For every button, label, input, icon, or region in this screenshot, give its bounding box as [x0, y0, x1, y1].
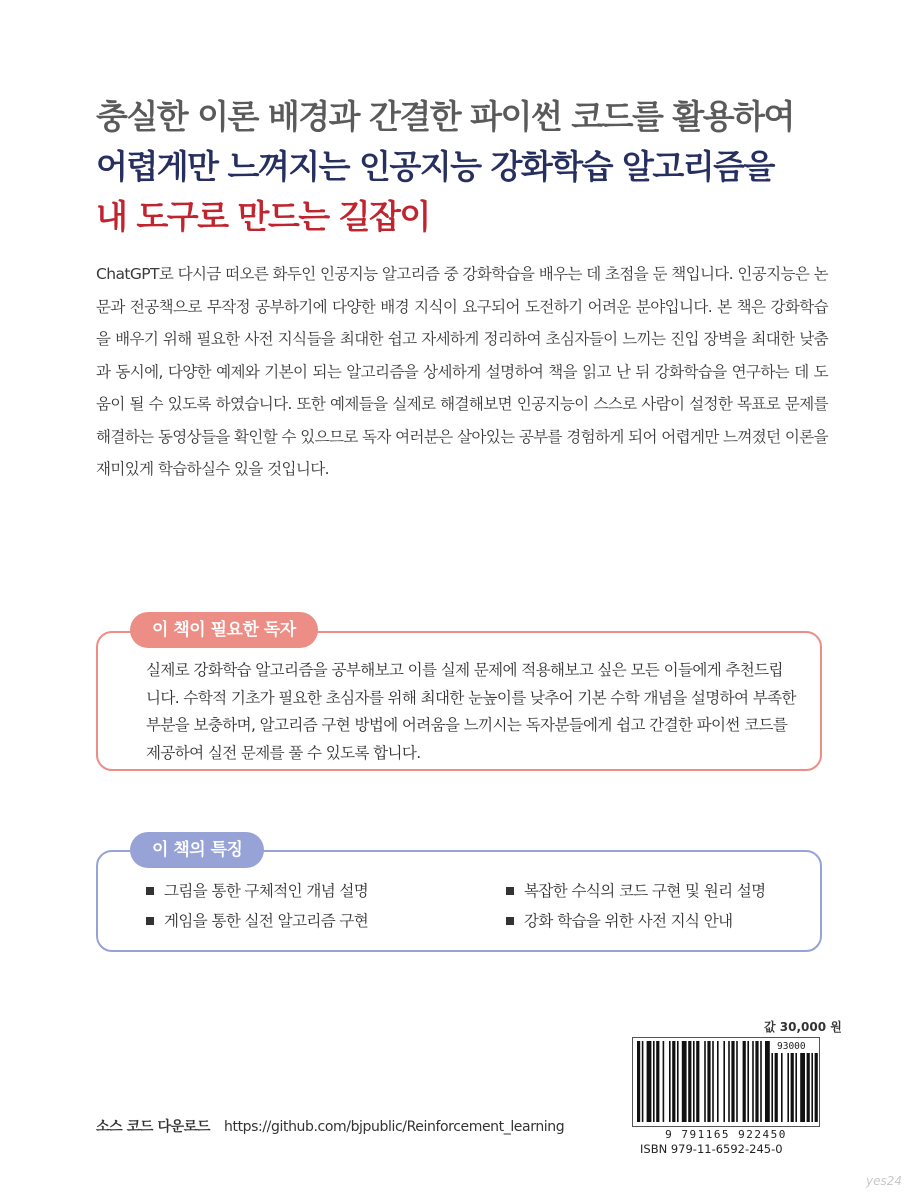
square-bullet-icon: [506, 917, 514, 925]
features-section-title: 이 책의 특징: [130, 832, 264, 868]
barcode-digits: 9 791165 922450: [665, 1128, 787, 1141]
headline-line-1: 충실한 이론 배경과 간결한 파이썬 코드를 활용하여: [96, 97, 794, 136]
square-bullet-icon: [146, 887, 154, 895]
headline-line-2: 어렵게만 느껴지는 인공지능 강화학습 알고리즘을: [96, 147, 774, 186]
readers-section-title: 이 책이 필요한 독자: [130, 612, 318, 648]
square-bullet-icon: [146, 917, 154, 925]
isbn-barcode: [632, 1037, 820, 1127]
feature-item-label: 복잡한 수식의 코드 구현 및 원리 설명: [524, 882, 766, 900]
watermark-logo: yes24: [866, 1174, 903, 1188]
headline: [96, 92, 876, 242]
feature-item: [146, 880, 506, 902]
source-code-download: [96, 1116, 564, 1136]
feature-item: [506, 880, 806, 902]
feature-item-label: 게임을 통한 실전 알고리즘 구현: [164, 912, 369, 930]
barcode-bars-icon: [633, 1038, 821, 1128]
features-list: [146, 880, 806, 932]
feature-item: [146, 910, 506, 932]
feature-item-label: 강화 학습을 위한 사전 지식 안내: [524, 912, 733, 930]
source-label: 소스 코드 다운로드: [96, 1119, 210, 1135]
readers-text: 실제로 강화학습 알고리즘을 공부해보고 이를 실제 문제에 적용해보고 싶은 모든 이들에게 추천드립니다. 수학적 기초가 필요한 초심자를 위해 최대한 눈높이를 낮추어 기본 수학 개념을 설명하여 부족한 부분을 보충하며, 알고리즘 구현 방법에 어려움을 느끼시는 독자분들에게 쉽고 간결한 파이썬 코드를 제공하여 실전 문제를 풀 수 있도록 합니다.: [146, 661, 796, 762]
feature-item-label: 그림을 통한 구체적인 개념 설명: [164, 882, 369, 900]
intro-paragraph: ChatGPT로 다시금 떠오른 화두인 인공지능 알고리즘 중 강화학습을 배우는 데 초점을 둔 책입니다. 인공지능은 논문과 전공책으로 무작정 공부하기에 다양한 배경 지식이 요구되어 도전하기 어려운 분야입니다. 본 책은 강화학습을 배우기 위해 필요한 사전 지식들을 최대한 쉽고 자세하게 정리하여 초심자들이 느끼는 진입 장벽을 최대한 낮춤과 동시에, 다양한 예제와 기본이 되는 알고리즘을 상세하게 설명하여 책을 읽고 난 뒤 강화학습을 연구하는 데 도움이 될 수 있도록 하였습니다. 또한 예제들을 실제로 해결해보면 인공지능이 스스로 사람이 설정한 목표로 문제를 해결하는 동영상들을 확인할 수 있으므로 독자 여러분은 살아있는 공부를 경험하게 되어 어렵게만 느껴졌던 이론을 재미있게 학습하실수 있을 것입니다.: [96, 265, 828, 478]
square-bullet-icon: [506, 887, 514, 895]
price-label: 값 30,000 원: [764, 1020, 842, 1034]
headline-line-3: 내 도구로 만드는 길잡이: [96, 197, 430, 236]
feature-item: [506, 910, 806, 932]
barcode-addon-text: 93000: [777, 1041, 806, 1052]
isbn-text: ISBN 979-11-6592-245-0: [640, 1142, 783, 1156]
source-url-link[interactable]: https://github.com/bjpublic/Reinforcement_learning: [224, 1119, 565, 1135]
